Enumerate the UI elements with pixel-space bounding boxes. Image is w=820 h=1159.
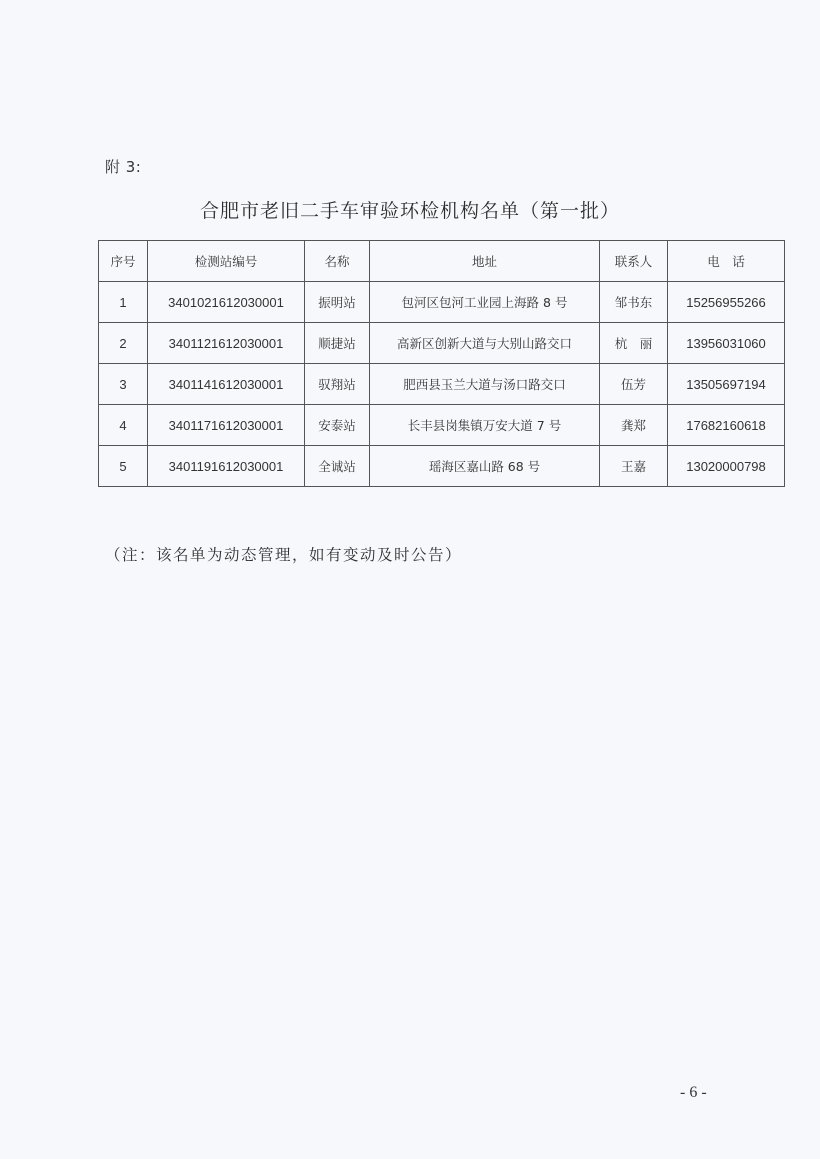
cell-station-name: 顺捷站	[305, 323, 370, 364]
cell-phone: 17682160618	[668, 405, 785, 446]
header-station-code: 检测站编号	[148, 241, 305, 282]
table-row	[99, 282, 785, 323]
cell-station-name: 全诚站	[305, 446, 370, 487]
cell-station-code: 3401141612030001	[148, 364, 305, 405]
cell-contact: 伍芳	[600, 364, 668, 405]
cell-phone: 13505697194	[668, 364, 785, 405]
table-row	[99, 364, 785, 405]
header-phone: 电 话	[668, 241, 785, 282]
cell-phone: 13020000798	[668, 446, 785, 487]
inspection-station-table	[98, 240, 785, 487]
header-contact: 联系人	[600, 241, 668, 282]
table-row	[99, 323, 785, 364]
table-row	[99, 405, 785, 446]
cell-contact: 杭 丽	[600, 323, 668, 364]
cell-address: 瑶海区嘉山路 68 号	[370, 446, 600, 487]
dynamic-management-note: （注：该名单为动态管理，如有变动及时公告）	[105, 546, 463, 564]
cell-contact: 龚郑	[600, 405, 668, 446]
document-title: 合肥市老旧二手车审验环检机构名单（第一批）	[199, 200, 620, 222]
cell-phone: 15256955266	[668, 282, 785, 323]
cell-station-code: 3401171612030001	[148, 405, 305, 446]
cell-station-code: 3401121612030001	[148, 323, 305, 364]
cell-address: 长丰县岗集镇万安大道 7 号	[370, 405, 600, 446]
cell-station-code: 3401191612030001	[148, 446, 305, 487]
cell-seq: 2	[99, 323, 148, 364]
cell-address: 高新区创新大道与大别山路交口	[370, 323, 600, 364]
header-seq: 序号	[99, 241, 148, 282]
attachment-label: 附 3:	[105, 158, 142, 176]
cell-contact: 王嘉	[600, 446, 668, 487]
cell-phone: 13956031060	[668, 323, 785, 364]
cell-seq: 1	[99, 282, 148, 323]
page-number: - 6 -	[680, 1084, 707, 1101]
cell-station-name: 振明站	[305, 282, 370, 323]
cell-seq: 5	[99, 446, 148, 487]
cell-address: 肥西县玉兰大道与汤口路交口	[370, 364, 600, 405]
header-station-name: 名称	[305, 241, 370, 282]
table-row	[99, 446, 785, 487]
cell-station-code: 3401021612030001	[148, 282, 305, 323]
cell-seq: 4	[99, 405, 148, 446]
table-header-row	[99, 241, 785, 282]
cell-seq: 3	[99, 364, 148, 405]
cell-address: 包河区包河工业园上海路 8 号	[370, 282, 600, 323]
cell-contact: 邹书东	[600, 282, 668, 323]
header-address: 地址	[370, 241, 600, 282]
cell-station-name: 安泰站	[305, 405, 370, 446]
cell-station-name: 驭翔站	[305, 364, 370, 405]
